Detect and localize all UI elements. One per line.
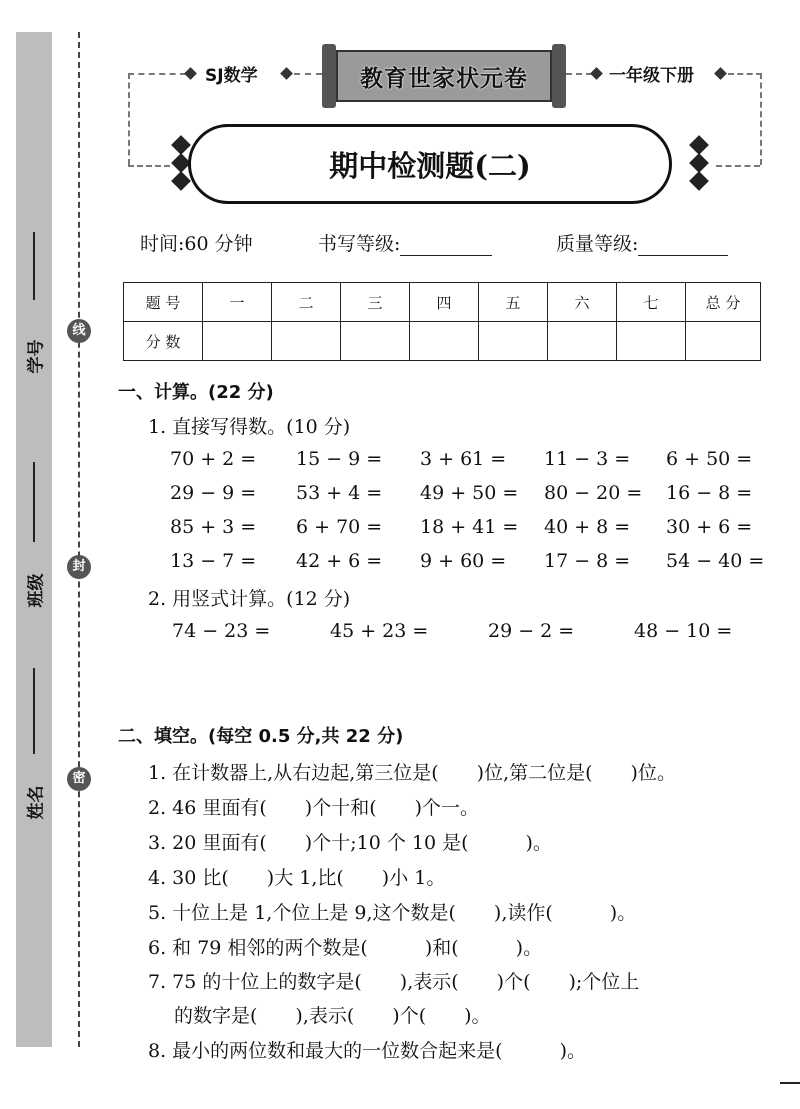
header-dash <box>566 73 592 75</box>
score-cell[interactable] <box>686 322 761 361</box>
equation: 54 − 40 = <box>666 550 765 572</box>
page-title: 期中检测题(二) <box>329 148 531 183</box>
header-dash <box>728 73 762 75</box>
table-header: 题 号 <box>124 283 203 322</box>
equation: 80 − 20 = <box>544 482 643 504</box>
diamond-icon <box>689 171 709 191</box>
table-header: 总 分 <box>686 283 761 322</box>
equation: 70 + 2 = <box>170 448 257 470</box>
equation: 53 + 4 = <box>296 482 383 504</box>
equation: 30 + 6 = <box>666 516 753 538</box>
diamond-icon <box>184 67 197 80</box>
quality-grade-label: 质量等级: <box>556 233 639 255</box>
diamond-icon <box>689 153 709 173</box>
equation: 48 − 10 = <box>634 620 733 642</box>
header-dash <box>128 73 186 75</box>
banner-scroll <box>322 44 566 108</box>
seal-seal: 封 <box>67 555 91 579</box>
grade-tag: 一年级下册 <box>609 66 694 86</box>
seal-secret: 密 <box>67 767 91 791</box>
equation: 16 − 8 = <box>666 482 753 504</box>
table-row <box>124 283 761 322</box>
equation: 11 − 3 = <box>544 448 631 470</box>
fill-question: 3. 20 里面有( )个十;10 个 10 是( )。 <box>148 832 552 854</box>
equation: 40 + 8 = <box>544 516 631 538</box>
fill-question-continued: 的数字是( ),表示( )个( )。 <box>174 1005 491 1027</box>
equation: 17 − 8 = <box>544 550 631 572</box>
diamond-icon <box>590 67 603 80</box>
table-header: 五 <box>479 283 548 322</box>
section-1-title: 一、计算。(22 分) <box>118 382 274 403</box>
student-id-blank <box>33 232 35 300</box>
fill-question: 4. 30 比( )大 1,比( )小 1。 <box>148 867 446 889</box>
diamond-icon <box>689 135 709 155</box>
fill-question: 6. 和 79 相邻的两个数是( )和( )。 <box>148 937 543 959</box>
quality-grade <box>556 229 728 256</box>
writing-grade <box>318 229 492 256</box>
title-box <box>188 124 672 204</box>
equation: 3 + 61 = <box>420 448 507 470</box>
table-header: 七 <box>617 283 686 322</box>
page-mark <box>780 1082 800 1084</box>
equation: 15 − 9 = <box>296 448 383 470</box>
score-cell[interactable] <box>410 322 479 361</box>
scroll-roll <box>322 44 336 108</box>
table-header: 四 <box>410 283 479 322</box>
score-cell[interactable] <box>617 322 686 361</box>
fill-question: 8. 最小的两位数和最大的一位数合起来是( )。 <box>148 1040 586 1062</box>
table-header: 二 <box>272 283 341 322</box>
table-row <box>124 322 761 361</box>
score-table <box>123 282 761 361</box>
equation: 42 + 6 = <box>296 550 383 572</box>
banner-body <box>336 50 552 102</box>
equation: 74 − 23 = <box>172 620 271 642</box>
fill-question: 1. 在计数器上,从右边起,第三位是( )位,第二位是( )位。 <box>148 762 676 784</box>
fill-question: 5. 十位上是 1,个位上是 9,这个数是( ),读作( )。 <box>148 902 637 924</box>
diamond-icon <box>280 67 293 80</box>
score-cell[interactable] <box>203 322 272 361</box>
scroll-roll <box>552 44 566 108</box>
equation: 9 + 60 = <box>420 550 507 572</box>
label-name: 姓名 <box>26 785 47 820</box>
equation: 6 + 70 = <box>296 516 383 538</box>
subject-tag: SJ数学 <box>205 66 258 86</box>
equation: 45 + 23 = <box>330 620 429 642</box>
label-class: 班级 <box>26 573 47 608</box>
name-blank <box>33 668 35 754</box>
time-limit: 时间:60 分钟 <box>140 233 253 255</box>
header-dash <box>128 73 130 165</box>
score-cell[interactable] <box>341 322 410 361</box>
score-cell[interactable] <box>548 322 617 361</box>
score-cell[interactable] <box>479 322 548 361</box>
fill-question: 2. 46 里面有( )个十和( )个一。 <box>148 797 480 819</box>
header-dash <box>760 73 762 165</box>
writing-grade-label: 书写等级: <box>318 233 401 255</box>
diamond-icon <box>714 67 727 80</box>
banner-text: 教育世家状元卷 <box>360 65 528 92</box>
cut-line <box>78 32 80 1047</box>
score-cell[interactable] <box>272 322 341 361</box>
equation: 49 + 50 = <box>420 482 519 504</box>
fill-question: 7. 75 的十位上的数字是( ),表示( )个( );个位上 <box>148 971 640 993</box>
equation: 13 − 7 = <box>170 550 257 572</box>
header-dash <box>128 165 170 167</box>
section-2-title: 二、填空。(每空 0.5 分,共 22 分) <box>118 726 404 747</box>
equation: 29 − 9 = <box>170 482 257 504</box>
equation: 6 + 50 = <box>666 448 753 470</box>
seal-line: 线 <box>67 319 91 343</box>
diamond-icon <box>171 135 191 155</box>
class-blank <box>33 462 35 542</box>
equation: 18 + 41 = <box>420 516 519 538</box>
table-header: 六 <box>548 283 617 322</box>
writing-grade-blank[interactable] <box>400 237 492 256</box>
header-dash <box>294 73 322 75</box>
table-header: 分 数 <box>124 322 203 361</box>
diamond-icon <box>171 171 191 191</box>
header-dash <box>716 165 760 167</box>
table-header: 一 <box>203 283 272 322</box>
table-header: 三 <box>341 283 410 322</box>
equation: 29 − 2 = <box>488 620 575 642</box>
quality-grade-blank[interactable] <box>638 237 728 256</box>
question-1-title: 1. 直接写得数。(10 分) <box>148 416 351 438</box>
label-student-id: 学号 <box>26 339 47 374</box>
equation: 85 + 3 = <box>170 516 257 538</box>
question-2-title: 2. 用竖式计算。(12 分) <box>148 588 351 610</box>
